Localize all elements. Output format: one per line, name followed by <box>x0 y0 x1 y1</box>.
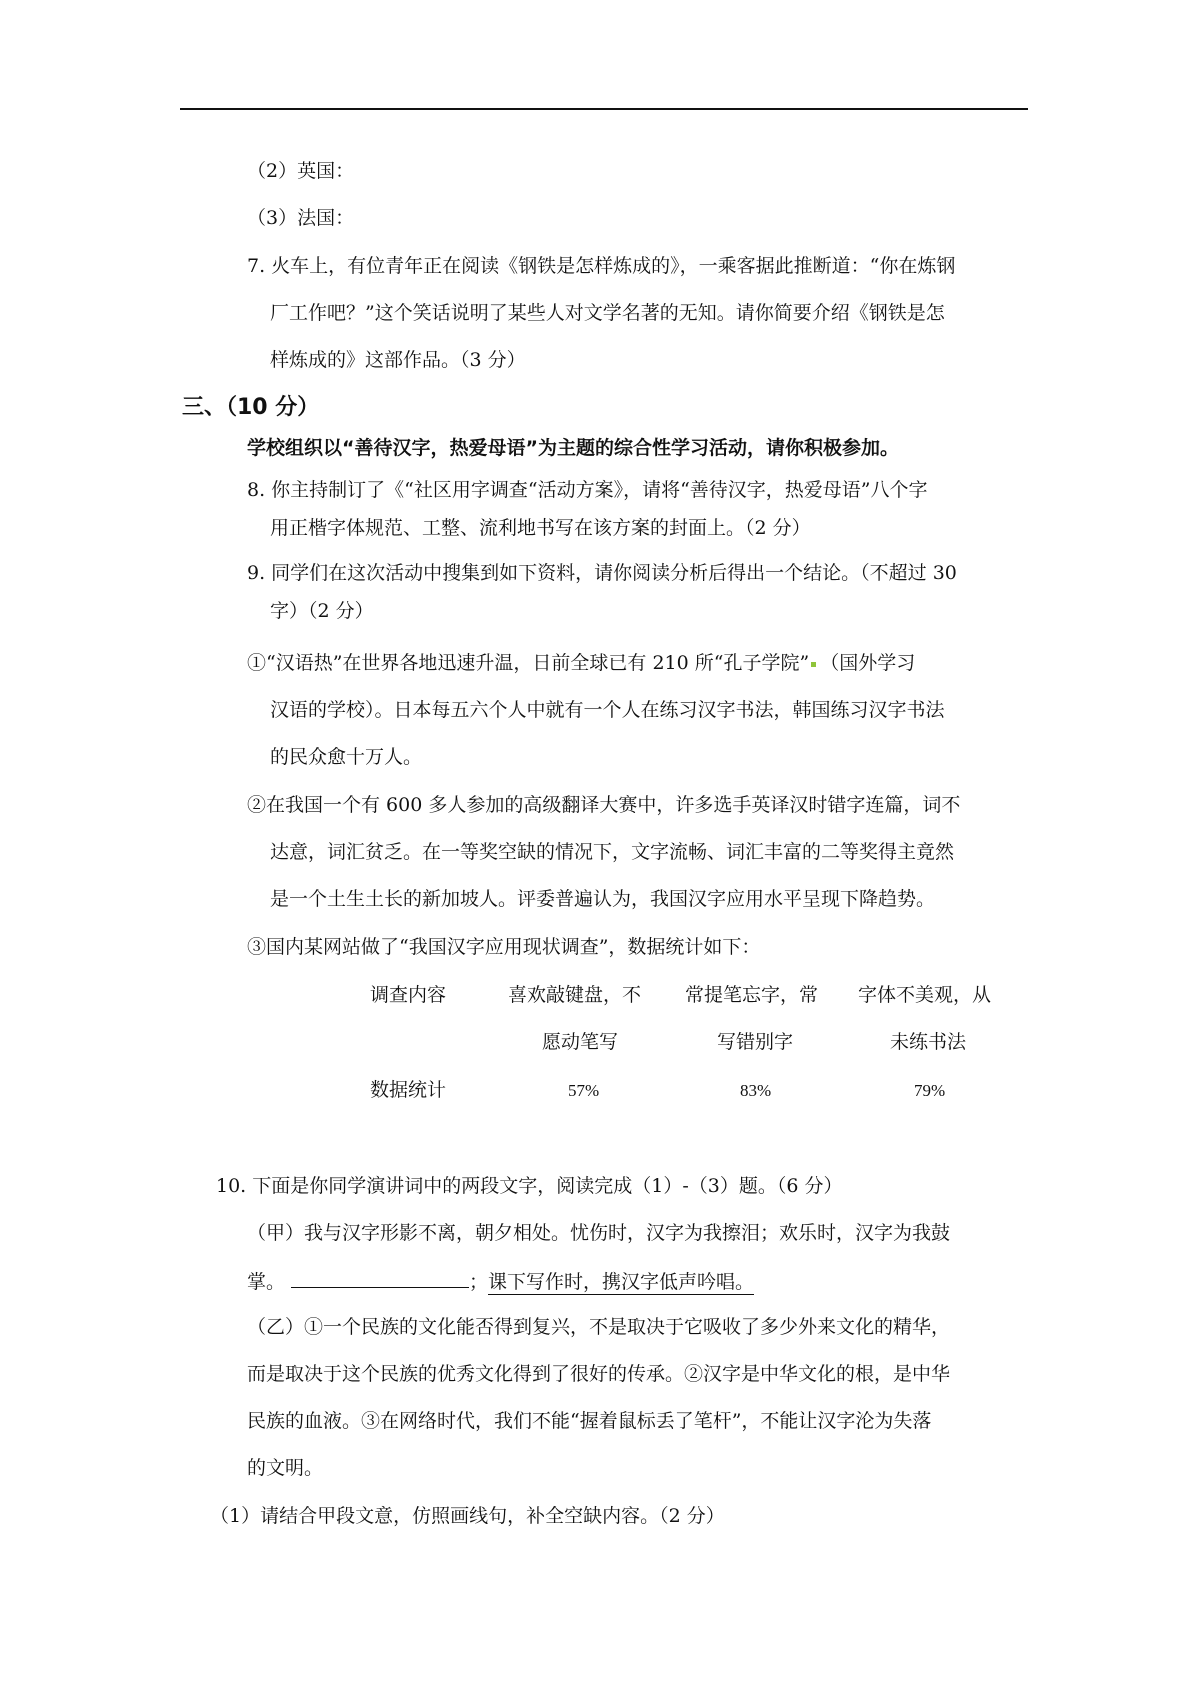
table-value-1: 57% <box>568 1081 600 1100</box>
passage-jia-line-2-start: 掌。 <box>247 1271 286 1293</box>
table-header-label: 调查内容 <box>370 984 447 1006</box>
passage-jia-line-2-semicolon: ； <box>469 1271 489 1293</box>
table-row-label: 数据统计 <box>370 1079 447 1101</box>
passage-yi-line-3: 民族的血液。③在网络时代，我们不能“握着鼠标丢了笔杆”，不能让汉字沦为失落 <box>247 1410 932 1432</box>
material-1-line-1-text: ①“汉语热”在世界各地迅速升温，日前全球已有 210 所“孔子学院” <box>247 652 810 674</box>
table-col-1-line-1: 喜欢敲键盘，不 <box>508 984 642 1006</box>
q7-line-1: 7. 火车上，有位青年正在阅读《钢铁是怎样炼成的》，一乘客据此推断道：“你在炼钢 <box>247 255 956 277</box>
q7-line-2: 厂工作吧？”这个笑话说明了某些人对文学名著的无知。请你简要介绍《钢铁是怎 <box>270 302 945 324</box>
header-rule <box>180 108 1028 110</box>
material-3-line-1: ③国内某网站做了“我国汉字应用现状调查”，数据统计如下： <box>247 936 761 958</box>
section-3-intro: 学校组织以“善待汉字，热爱母语”为主题的综合性学习活动，请你积极参加。 <box>247 437 899 459</box>
table-col-2-line-1: 常提笔忘字，常 <box>685 984 819 1006</box>
passage-yi-line-4: 的文明。 <box>247 1457 324 1479</box>
table-value-2: 83% <box>740 1081 772 1100</box>
q9-line-1: 9. 同学们在这次活动中搜集到如下资料，请你阅读分析后得出一个结论。（不超过 30 <box>247 562 957 584</box>
material-1-line-3: 的民众愈十万人。 <box>270 746 423 768</box>
material-1-line-1-tail: （国外学习 <box>820 652 916 674</box>
table-col-2-line-2: 写错别字 <box>717 1031 794 1053</box>
table-value-3: 79% <box>914 1081 946 1100</box>
q6-france-line: （3）法国： <box>247 207 355 229</box>
material-2-line-1: ②在我国一个有 600 多人参加的高级翻译大赛中，许多选手英译汉时错字连篇，词不 <box>247 794 961 816</box>
table-col-3-line-2: 未练书法 <box>890 1031 967 1053</box>
q8-line-1: 8. 你主持制订了《“社区用字调查“活动方案》，请将“善待汉字，热爱母语”八个字 <box>247 479 928 501</box>
underlined-sentence: 课下写作时，携汉字低声吟唱。 <box>488 1271 755 1293</box>
section-3-heading: 三、（10 分） <box>182 395 320 420</box>
q6-uk-line: （2）英国： <box>247 160 355 182</box>
material-1-line-1 <box>247 650 915 676</box>
material-1-line-2: 汉语的学校）。日本每五六个人中就有一个人在练习汉字书法，韩国练习汉字书法 <box>270 699 945 721</box>
q10-sub-question-1: （1）请结合甲段文意，仿照画线句，补全空缺内容。（2 分） <box>210 1505 725 1527</box>
table-col-1-line-2: 愿动笔写 <box>542 1031 619 1053</box>
table-col-3-line-1: 字体不美观，从 <box>858 984 992 1006</box>
passage-jia-line-2 <box>247 1267 754 1295</box>
passage-jia-line-1: （甲）我与汉字形影不离，朝夕相处。忧伤时，汉字为我擦泪；欢乐时，汉字为我鼓 <box>247 1222 951 1244</box>
passage-yi-line-2: 而是取决于这个民族的优秀文化得到了很好的传承。②汉字是中华文化的根，是中华 <box>247 1363 951 1385</box>
material-2-line-3: 是一个土生土长的新加坡人。评委普遍认为，我国汉字应用水平呈现下降趋势。 <box>270 888 936 910</box>
q10-line-1: 10. 下面是你同学演讲词中的两段文字，阅读完成（1）-（3）题。（6 分） <box>216 1175 843 1197</box>
material-2-line-2: 达意，词汇贫乏。在一等奖空缺的情况下，文字流畅、词汇丰富的二等奖得主竟然 <box>270 841 955 863</box>
passage-yi-line-1: （乙）①一个民族的文化能否得到复兴，不是取决于它吸收了多少外来文化的精华， <box>247 1316 951 1338</box>
highlight-mark <box>811 662 816 667</box>
q7-line-3: 样炼成的》这部作品。（3 分） <box>270 349 526 371</box>
fill-in-blank[interactable] <box>291 1267 469 1288</box>
q8-line-2: 用正楷字体规范、工整、流利地书写在该方案的封面上。（2 分） <box>270 517 811 539</box>
q9-line-2: 字）（2 分） <box>270 600 374 622</box>
